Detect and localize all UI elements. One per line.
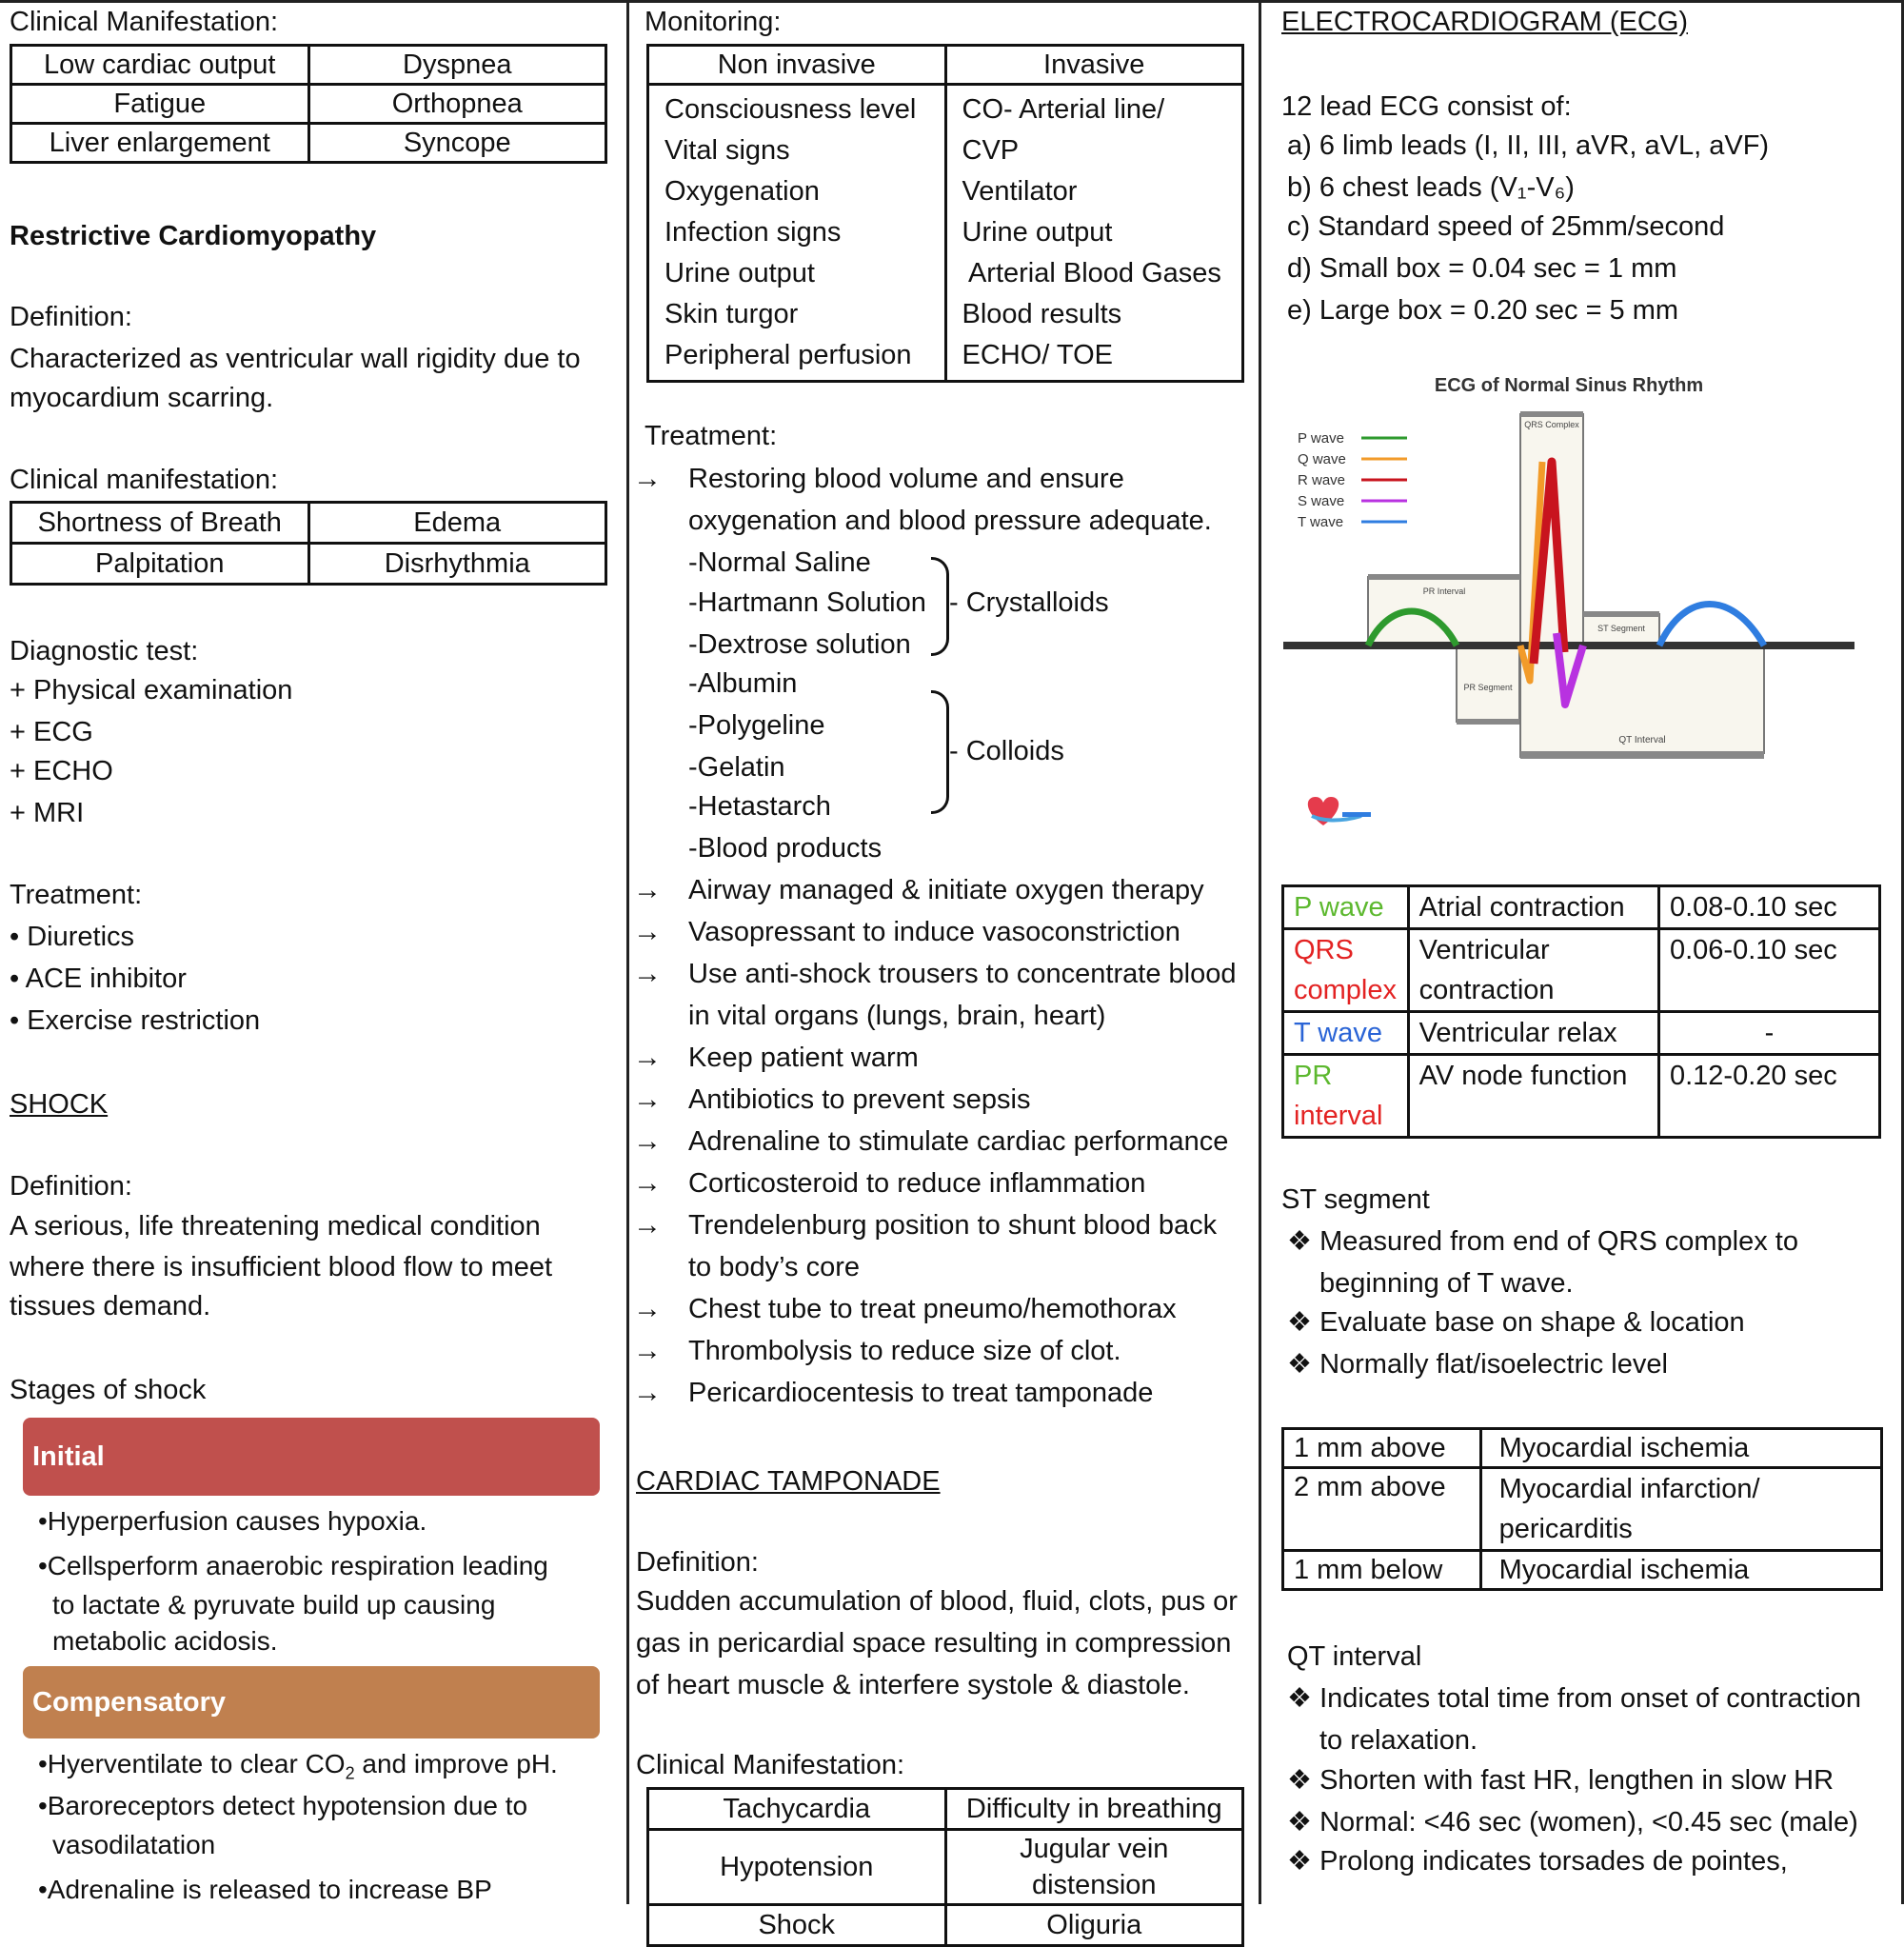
legend-label-p: P wave xyxy=(1298,430,1344,447)
qt-label: QT Interval xyxy=(1618,735,1666,745)
legend-label-r: R wave xyxy=(1298,472,1346,488)
wave-name: P wave xyxy=(1294,892,1384,923)
treatment-item: Pericardiocentesis to treat tamponade xyxy=(688,1378,1154,1408)
table-row xyxy=(1283,1551,1882,1590)
bullet-icon: • xyxy=(10,1005,28,1036)
table-cell: 2 mm above xyxy=(1283,1468,1481,1551)
list-item: to relaxation. xyxy=(1319,1725,1478,1756)
pr-interval-bracket xyxy=(1368,574,1520,580)
treatment-item: in vital organs (lungs, brain, heart) xyxy=(688,1001,1106,1031)
arrow-icon: → xyxy=(633,1377,662,1408)
list-item: Peripheral perfusion xyxy=(664,340,912,370)
lead-item: b) 6 chest leads (V₁-V₆) xyxy=(1287,172,1575,203)
tamponade-definition-line: Sudden accumulation of blood, fluid, clots, pus or xyxy=(636,1586,1238,1617)
ecg-legend xyxy=(1298,430,1407,530)
list-item-text: Indicates total time from onset of contraction xyxy=(1319,1683,1862,1714)
wave-function: Ventricular xyxy=(1418,935,1550,965)
list-item-text: Shorten with fast HR, lengthen in slow HR xyxy=(1319,1765,1835,1796)
table-cell: Shortness of Breath xyxy=(11,503,309,544)
table-cell: Fatigue xyxy=(11,85,309,124)
table-row xyxy=(648,1789,1243,1830)
table-cell xyxy=(1283,1012,1409,1055)
treatment-item: Chest tube to treat pneumo/hemothorax xyxy=(688,1294,1177,1324)
list-item xyxy=(1287,1222,1798,1261)
treatment-heading: Treatment: xyxy=(645,421,778,451)
wave-table-body xyxy=(1283,886,1880,1138)
bullet-icon: • xyxy=(10,922,28,952)
column-middle xyxy=(633,0,1257,1940)
wave-function: Atrial contraction xyxy=(1418,892,1625,923)
table-row xyxy=(1283,1429,1882,1468)
list-item-text: Evaluate base on shape & location xyxy=(1319,1307,1745,1338)
list-item: ECHO/ TOE xyxy=(962,340,1113,370)
table-row xyxy=(1283,1055,1880,1138)
table-cell xyxy=(1283,929,1409,1012)
monitoring-table xyxy=(646,44,1244,383)
arrow-icon: → xyxy=(633,1083,662,1115)
crystalloids-text: Crystalloids xyxy=(965,587,1109,618)
shock-definition-label: Definition: xyxy=(10,1171,132,1202)
list-item: Arterial Blood Gases xyxy=(962,258,1221,288)
lead-intro: 12 lead ECG consist of: xyxy=(1281,91,1572,122)
table-cell: 0.08-0.10 sec xyxy=(1658,886,1879,929)
pr-segment-bracket xyxy=(1457,719,1519,725)
list-item-text: Exercise restriction xyxy=(27,1005,261,1036)
arrow-icon: → xyxy=(633,874,662,905)
wave-name: PR xyxy=(1294,1061,1333,1091)
arrow-icon: → xyxy=(633,1209,662,1241)
list-item xyxy=(10,918,134,956)
list-item xyxy=(1287,1345,1668,1383)
table-cell: Myocardial ischemia xyxy=(1480,1429,1881,1468)
table-row xyxy=(1283,1468,1882,1551)
heart-logo-icon xyxy=(1308,797,1371,825)
crystalloids-label xyxy=(949,584,1109,622)
treatment-item: Vasopressant to induce vasoconstriction xyxy=(688,917,1180,947)
clinical-manifestation-heading-2: Clinical manifestation: xyxy=(10,465,279,495)
diamond-bullet-icon: ❖ xyxy=(1287,1765,1312,1796)
diamond-bullet-icon: ❖ xyxy=(1287,1683,1312,1714)
table-cell: 1 mm above xyxy=(1283,1429,1481,1468)
fluid-item: -Dextrose solution xyxy=(688,629,911,660)
lead-item: a) 6 limb leads (I, II, III, aVR, aVL, aVF) xyxy=(1287,130,1770,161)
column-divider-1 xyxy=(626,0,629,1904)
table-cell: Low cardiac output xyxy=(11,46,309,85)
table-cell: Jugular vein distension xyxy=(945,1830,1243,1905)
wave-name: complex xyxy=(1294,975,1397,1005)
list-item: Urine output xyxy=(664,258,815,288)
table-cell xyxy=(1283,886,1409,929)
list-item: •Cellsperform anaerobic respiration leading xyxy=(38,1551,548,1580)
tamponade-cm-heading: Clinical Manifestation: xyxy=(636,1750,905,1780)
wave-table xyxy=(1281,884,1881,1139)
list-item xyxy=(1287,1679,1861,1718)
table-row xyxy=(11,46,606,85)
fluid-item: -Gelatin xyxy=(688,752,785,783)
crystalloids-brace-icon xyxy=(931,557,949,656)
st-bracket xyxy=(1583,611,1659,617)
list-item-text: Normal: <46 sec (women), <0.45 sec (male) xyxy=(1319,1807,1858,1838)
dash-icon: - xyxy=(949,587,966,618)
column-divider-2 xyxy=(1259,0,1261,1904)
table-cell: Palpitation xyxy=(11,544,309,585)
ecg-diagram xyxy=(1266,367,1904,843)
arrow-icon: → xyxy=(633,1125,662,1157)
table-cell: Difficulty in breathing xyxy=(945,1789,1243,1830)
table-row xyxy=(1283,886,1880,929)
wave-name: QRS xyxy=(1294,935,1354,965)
list-item: •Adrenaline is released to increase BP xyxy=(38,1875,492,1904)
subscript: 2 xyxy=(345,1763,355,1783)
st-table xyxy=(1281,1427,1883,1591)
list-item: + ECG xyxy=(10,717,93,747)
column-right xyxy=(1266,0,1904,1904)
list-item-text: Normally flat/isoelectric level xyxy=(1319,1349,1668,1380)
wave-function: contraction xyxy=(1418,975,1555,1005)
treatment-item: Restoring blood volume and ensure xyxy=(688,464,1124,494)
table-row xyxy=(648,1830,1243,1905)
treatment-item: Adrenaline to stimulate cardiac performance xyxy=(688,1126,1229,1157)
diamond-bullet-icon: ❖ xyxy=(1287,1307,1312,1338)
table-cell: Oliguria xyxy=(945,1905,1243,1946)
table-row xyxy=(648,1905,1243,1946)
definition-line: Characterized as ventricular wall rigidity due to xyxy=(10,344,581,374)
table-cell-line: pericarditis xyxy=(1498,1514,1633,1544)
table-cell: 0.12-0.20 sec xyxy=(1658,1055,1879,1138)
st-segment-heading: ST segment xyxy=(1281,1184,1430,1215)
shock-definition-line: tissues demand. xyxy=(10,1291,211,1321)
list-item xyxy=(10,960,187,998)
table-cell-line: Myocardial infarction/ xyxy=(1498,1474,1760,1504)
qrs-bracket xyxy=(1520,411,1583,417)
ecg-diagram-title: ECG of Normal Sinus Rhythm xyxy=(1434,375,1704,396)
list-item xyxy=(10,1002,260,1040)
clinical-manifestation-heading: Clinical Manifestation: xyxy=(10,7,279,37)
list-item: Consciousness level xyxy=(664,94,917,125)
legend-label-s: S wave xyxy=(1298,493,1345,509)
treatment-item: Use anti-shock trousers to concentrate blood xyxy=(688,959,1237,989)
lead-item: e) Large box = 0.20 sec = 5 mm xyxy=(1287,295,1679,326)
lead-item: d) Small box = 0.04 sec = 1 mm xyxy=(1287,253,1677,284)
list-item: to lactate & pyruvate build up causing xyxy=(52,1590,496,1619)
table-cell: - xyxy=(1658,1012,1879,1055)
wave-name: interval xyxy=(1294,1101,1383,1131)
tamponade-definition-line: gas in pericardial space resulting in compression xyxy=(636,1628,1232,1659)
table-cell xyxy=(1480,1468,1881,1551)
monitoring-invasive-cell xyxy=(945,85,1243,382)
table-row xyxy=(1283,1012,1880,1055)
table-cell xyxy=(1408,886,1658,929)
list-item: Vital signs xyxy=(664,135,790,166)
arrow-icon: → xyxy=(633,463,662,494)
table-cell: Myocardial ischemia xyxy=(1480,1551,1881,1590)
colloids-label xyxy=(949,732,1064,770)
lead-item: c) Standard speed of 25mm/second xyxy=(1287,211,1725,242)
shock-title: SHOCK xyxy=(10,1089,109,1120)
pr-interval-label: PR Interval xyxy=(1422,586,1466,596)
list-item: CO- Arterial line/ CVP xyxy=(962,94,1165,166)
list-item: beginning of T wave. xyxy=(1319,1268,1574,1299)
wave-function: AV node function xyxy=(1418,1061,1628,1091)
fluid-item: -Polygeline xyxy=(688,710,825,741)
list-item: Infection signs xyxy=(664,217,842,248)
list-item: Skin turgor xyxy=(664,299,799,329)
treatment-item: Antibiotics to prevent sepsis xyxy=(688,1084,1031,1115)
table-row xyxy=(11,544,606,585)
arrow-icon: → xyxy=(633,916,662,947)
table-cell: Tachycardia xyxy=(648,1789,946,1830)
fluid-item: -Albumin xyxy=(688,668,798,699)
list-item-text: Measured from end of QRS complex to xyxy=(1319,1226,1798,1257)
table-cell: Orthopnea xyxy=(308,85,606,124)
fluid-item: -Hetastarch xyxy=(688,791,831,822)
qt-bracket xyxy=(1520,751,1764,759)
column-left xyxy=(0,0,626,1904)
list-item: + Physical examination xyxy=(10,675,293,705)
arrow-icon: → xyxy=(633,1167,662,1199)
qrs-label: QRS Complex xyxy=(1524,420,1579,429)
colloids-text: Colloids xyxy=(965,736,1064,766)
clinical-manifestation-table-2 xyxy=(10,501,607,586)
monitoring-heading: Monitoring: xyxy=(645,7,782,37)
table-row xyxy=(648,46,1243,85)
treatment-item: Keep patient warm xyxy=(688,1043,919,1073)
list-item: •Baroreceptors detect hypotension due to xyxy=(38,1791,528,1820)
diagnostic-heading: Diagnostic test: xyxy=(10,636,199,666)
monitoring-noninvasive-cell xyxy=(648,85,946,382)
table-cell xyxy=(1408,1012,1658,1055)
table-cell: Disrhythmia xyxy=(308,544,606,585)
diamond-bullet-icon: ❖ xyxy=(1287,1846,1312,1877)
list-item-text: and improve pH. xyxy=(354,1749,558,1778)
dash-icon: - xyxy=(949,736,966,766)
list-item: •Hyperperfusion causes hypoxia. xyxy=(38,1506,427,1536)
table-row xyxy=(648,85,1243,382)
treatment-item: Airway managed & initiate oxygen therapy xyxy=(688,875,1204,905)
table-row xyxy=(11,503,606,544)
treatment-item: Thrombolysis to reduce size of clot. xyxy=(688,1336,1121,1366)
table-row xyxy=(1283,929,1880,1012)
list-item xyxy=(38,1745,558,1793)
table-cell: 1 mm below xyxy=(1283,1551,1481,1590)
table-cell xyxy=(1408,1055,1658,1138)
arrow-icon: → xyxy=(633,1293,662,1324)
list-item: + ECHO xyxy=(10,756,113,786)
treatment-item: Trendelenburg position to shunt blood back xyxy=(688,1210,1218,1241)
legend-label-q: Q wave xyxy=(1298,451,1346,467)
list-item: Oxygenation xyxy=(664,176,820,207)
table-header-cell: Non invasive xyxy=(648,46,946,85)
list-item-text: •Hyerventilate to clear CO xyxy=(38,1749,346,1778)
stages-heading: Stages of shock xyxy=(10,1375,207,1405)
qt-interval-heading: QT interval xyxy=(1287,1641,1422,1672)
colloids-brace-icon xyxy=(931,690,949,814)
treatment-item: Corticosteroid to reduce inflammation xyxy=(688,1168,1146,1199)
diamond-bullet-icon: ❖ xyxy=(1287,1226,1312,1257)
ecg-title: ELECTROCARDIOGRAM (ECG) xyxy=(1281,7,1688,37)
list-item xyxy=(1287,1803,1858,1841)
list-item: Urine output xyxy=(962,217,1113,248)
definition-line: myocardium scarring. xyxy=(10,383,274,413)
t-wave xyxy=(1659,605,1764,646)
stage-compensatory-banner: Compensatory xyxy=(23,1666,600,1738)
table-cell: Hypotension xyxy=(648,1830,946,1905)
table-cell: Edema xyxy=(308,503,606,544)
table-cell xyxy=(1283,1055,1409,1138)
diamond-bullet-icon: ❖ xyxy=(1287,1349,1312,1380)
fluid-item: -Hartmann Solution xyxy=(688,587,926,618)
bullet-icon: • xyxy=(10,964,26,994)
tamponade-definition-line: of heart muscle & interfere systole & diastole. xyxy=(636,1670,1190,1700)
table-row xyxy=(11,124,606,163)
list-item: Ventilator xyxy=(962,176,1078,207)
treatment-item: to body’s core xyxy=(688,1252,861,1282)
wave-function: Ventricular relax xyxy=(1418,1018,1617,1048)
table-cell: 0.06-0.10 sec xyxy=(1658,929,1879,1012)
fluid-item: -Blood products xyxy=(688,833,883,864)
shock-definition-line: A serious, life threatening medical condition xyxy=(10,1211,541,1242)
list-item: vasodilatation xyxy=(52,1830,216,1859)
table-cell: Shock xyxy=(648,1905,946,1946)
list-item: + MRI xyxy=(10,798,85,828)
table-header-cell: Invasive xyxy=(945,46,1243,85)
list-item xyxy=(1287,1761,1834,1799)
list-item: Blood results xyxy=(962,299,1122,329)
pr-segment-label: PR Segment xyxy=(1463,683,1513,692)
arrow-icon: → xyxy=(633,1042,662,1073)
shock-definition-line: where there is insufficient blood flow to meet xyxy=(10,1252,553,1282)
table-cell xyxy=(1408,929,1658,1012)
list-item: metabolic acidosis. xyxy=(52,1626,278,1656)
restrictive-cardiomyopathy-title: Restrictive Cardiomyopathy xyxy=(10,221,377,251)
wave-name: T wave xyxy=(1294,1018,1382,1048)
diamond-bullet-icon: ❖ xyxy=(1287,1807,1312,1838)
definition-label: Definition: xyxy=(10,302,132,332)
table-cell: Dyspnea xyxy=(308,46,606,85)
list-item xyxy=(1287,1303,1745,1341)
list-item-text: Diuretics xyxy=(27,922,135,952)
table-cell: Syncope xyxy=(308,124,606,163)
list-item-text: Prolong indicates torsades de pointes, xyxy=(1319,1846,1788,1877)
table-cell: Liver enlargement xyxy=(11,124,309,163)
list-item xyxy=(1287,1842,1788,1880)
legend-label-t: T wave xyxy=(1298,514,1344,530)
stage-initial-banner: Initial xyxy=(23,1418,600,1496)
tamponade-cm-table xyxy=(646,1787,1244,1947)
treatment-heading: Treatment: xyxy=(10,880,143,910)
cardiac-tamponade-title: CARDIAC TAMPONADE xyxy=(636,1466,941,1497)
arrow-icon: → xyxy=(633,958,662,989)
tamponade-definition-label: Definition: xyxy=(636,1547,759,1578)
clinical-manifestation-table xyxy=(10,44,607,164)
st-label: ST Segment xyxy=(1597,624,1645,633)
table-row xyxy=(11,85,606,124)
treatment-item: oxygenation and blood pressure adequate. xyxy=(688,506,1212,536)
arrow-icon: → xyxy=(633,1335,662,1366)
list-item-text: ACE inhibitor xyxy=(25,964,187,994)
fluid-item: -Normal Saline xyxy=(688,547,871,578)
